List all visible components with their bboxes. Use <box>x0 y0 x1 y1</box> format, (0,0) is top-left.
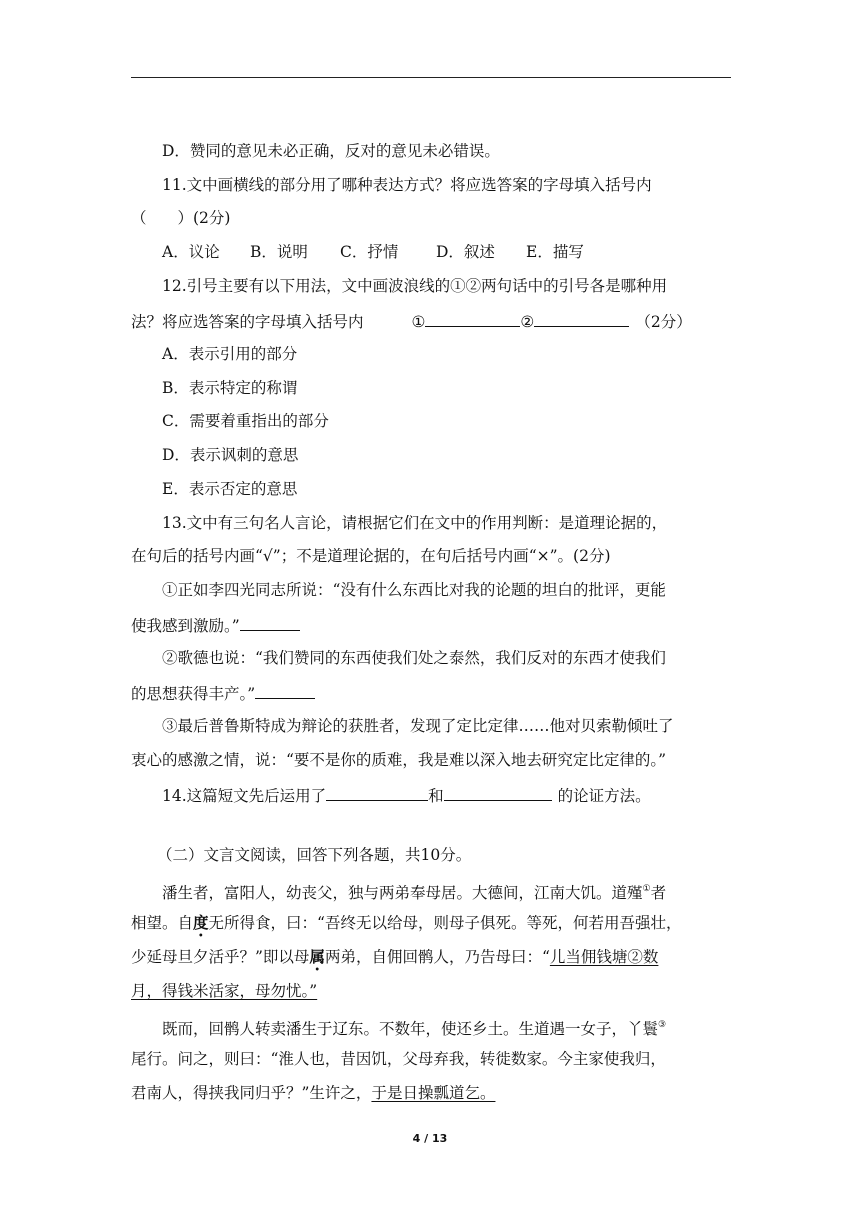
passage-text: 无所得食，曰：“吾终无以给母，则母子俱死。等死，何若用吾强壮， <box>208 914 682 932</box>
q13-line2: 在句后的括号内画“√”；不是道理论据的，在句后括号内画“×”。(2分) <box>131 547 611 565</box>
passage-p1-line4 <box>131 981 751 1001</box>
q14-blank-2[interactable] <box>444 784 552 801</box>
q13-item2-line1: ②歌德也说：“我们赞同的东西使我们处之泰然，我们反对的东西才使我们 <box>162 649 666 667</box>
passage-p1-line3 <box>131 947 751 967</box>
q14-suffix: 的论证方法。 <box>557 787 651 805</box>
q13-item1-blank[interactable] <box>240 614 300 631</box>
q13-item2-quote-end: 的思想获得丰产。” <box>131 685 256 703</box>
q14-blank-1[interactable] <box>326 784 428 801</box>
q11-line1: 11.文中画横线的部分用了哪种表达方式？将应选答案的字母填入括号内 <box>162 176 652 194</box>
underlined-sentence: 于是日操瓢道乞。 <box>371 1084 496 1102</box>
passage-p2-line1 <box>131 1015 782 1039</box>
passage-p1-line1 <box>131 879 782 903</box>
q13-item1-line1: ①正如李四光同志所说：“没有什么东西比对我的论题的坦白的批评，更能 <box>162 581 666 599</box>
q13-line1: 13.文中有三句名人言论，请根据它们在文中的作用判断：是道理论据的， <box>162 514 668 532</box>
header-rule <box>131 77 731 78</box>
q10-option-d: D．赞同的意见未必正确，反对的意见未必错误。 <box>162 142 500 160</box>
q11-option-c: C．抒情 <box>340 243 399 261</box>
q13-item2-line2 <box>131 682 751 704</box>
passage-p2-line2: 尾行。问之，则曰：“淮人也，昔因饥，父母弃我，转徙数家。今主家使我归， <box>131 1050 666 1068</box>
q12-line2 <box>131 310 751 332</box>
q12-answer-blank-2[interactable] <box>534 310 629 327</box>
q12-option-a: A．表示引用的部分 <box>162 345 298 363</box>
q12-mark-1: ① <box>411 313 426 331</box>
q11-option-d: D．叙述 <box>436 243 495 261</box>
q12-option-b: B．表示特定的称谓 <box>162 379 298 397</box>
q13-item3-line1: ③最后普鲁斯特成为辩论的获胜者，发现了定比定律……他对贝索勒倾吐了 <box>162 717 674 735</box>
q12-option-e: E．表示否定的意思 <box>162 480 298 498</box>
passage-text: 少延母旦夕活乎？”即以母 <box>131 948 310 966</box>
q12-answer-blank-1[interactable] <box>425 310 520 327</box>
q12-instruction: 法？将应选答案的字母填入括号内 <box>131 313 364 331</box>
passage-text: 既而，回鹘人转卖潘生于辽东。不数年，使还乡土。生道遇一女子，丫鬟 <box>162 1020 659 1038</box>
q11-option-b: B．说明 <box>250 243 308 261</box>
q12-mark-2: ② <box>520 313 535 331</box>
q11-option-e: E．描写 <box>526 243 584 261</box>
q14-line <box>131 784 782 806</box>
passage-text: 相望。自 <box>131 914 194 932</box>
passage-text: 者 <box>650 884 667 902</box>
q12-score: （2分） <box>635 313 692 331</box>
q14-prompt: 14.这篇短文先后运用了 <box>162 787 327 805</box>
q14-and: 和 <box>428 787 444 805</box>
passage-p2-line3 <box>131 1083 751 1103</box>
q12-line1: 12.引号主要有以下用法，文中画波浪线的①②两句话中的引号各是哪种用 <box>162 277 668 295</box>
page-number: 4 / 13 <box>412 1132 448 1145</box>
q12-option-d: D．表示讽刺的意思 <box>162 446 299 464</box>
q13-item1-line2 <box>131 614 751 636</box>
passage-text: 君南人，得挟我同归乎？”生许之， <box>131 1084 372 1102</box>
q13-item1-quote-end: 使我感到激励。” <box>131 617 240 635</box>
q12-option-c: C．需要着重指出的部分 <box>162 412 329 430</box>
underlined-sentence: 月，得钱米活家，母勿忧。” <box>131 982 318 1000</box>
passage-text: 两弟，自佣回鹘人，乃告母曰：“ <box>324 948 550 966</box>
dotted-char-du: 度 <box>193 913 209 932</box>
q11-line2: （ ）(2分) <box>131 209 231 227</box>
dotted-char-zhu: 属 <box>309 947 325 966</box>
q13-item3-line2: 衷心的感激之情，说：“要不是你的质难，我是难以深入地去研究定比定律的。” <box>131 751 667 769</box>
q11-options <box>131 242 782 262</box>
q11-option-a: A．议论 <box>162 243 220 261</box>
passage-text: 潘生者，富阳人，幼丧父，独与两弟奉母居。大德间，江南大饥。道殣 <box>162 884 643 902</box>
q13-item2-blank[interactable] <box>255 682 315 699</box>
underlined-sentence: 儿当佣钱塘②数 <box>549 948 659 966</box>
section2-heading: （二）文言文阅读，回答下列各题，共10分。 <box>157 846 472 864</box>
footnote-mark: ③ <box>658 1020 667 1030</box>
passage-p1-line2 <box>131 913 751 933</box>
footnote-mark: ① <box>642 884 651 894</box>
